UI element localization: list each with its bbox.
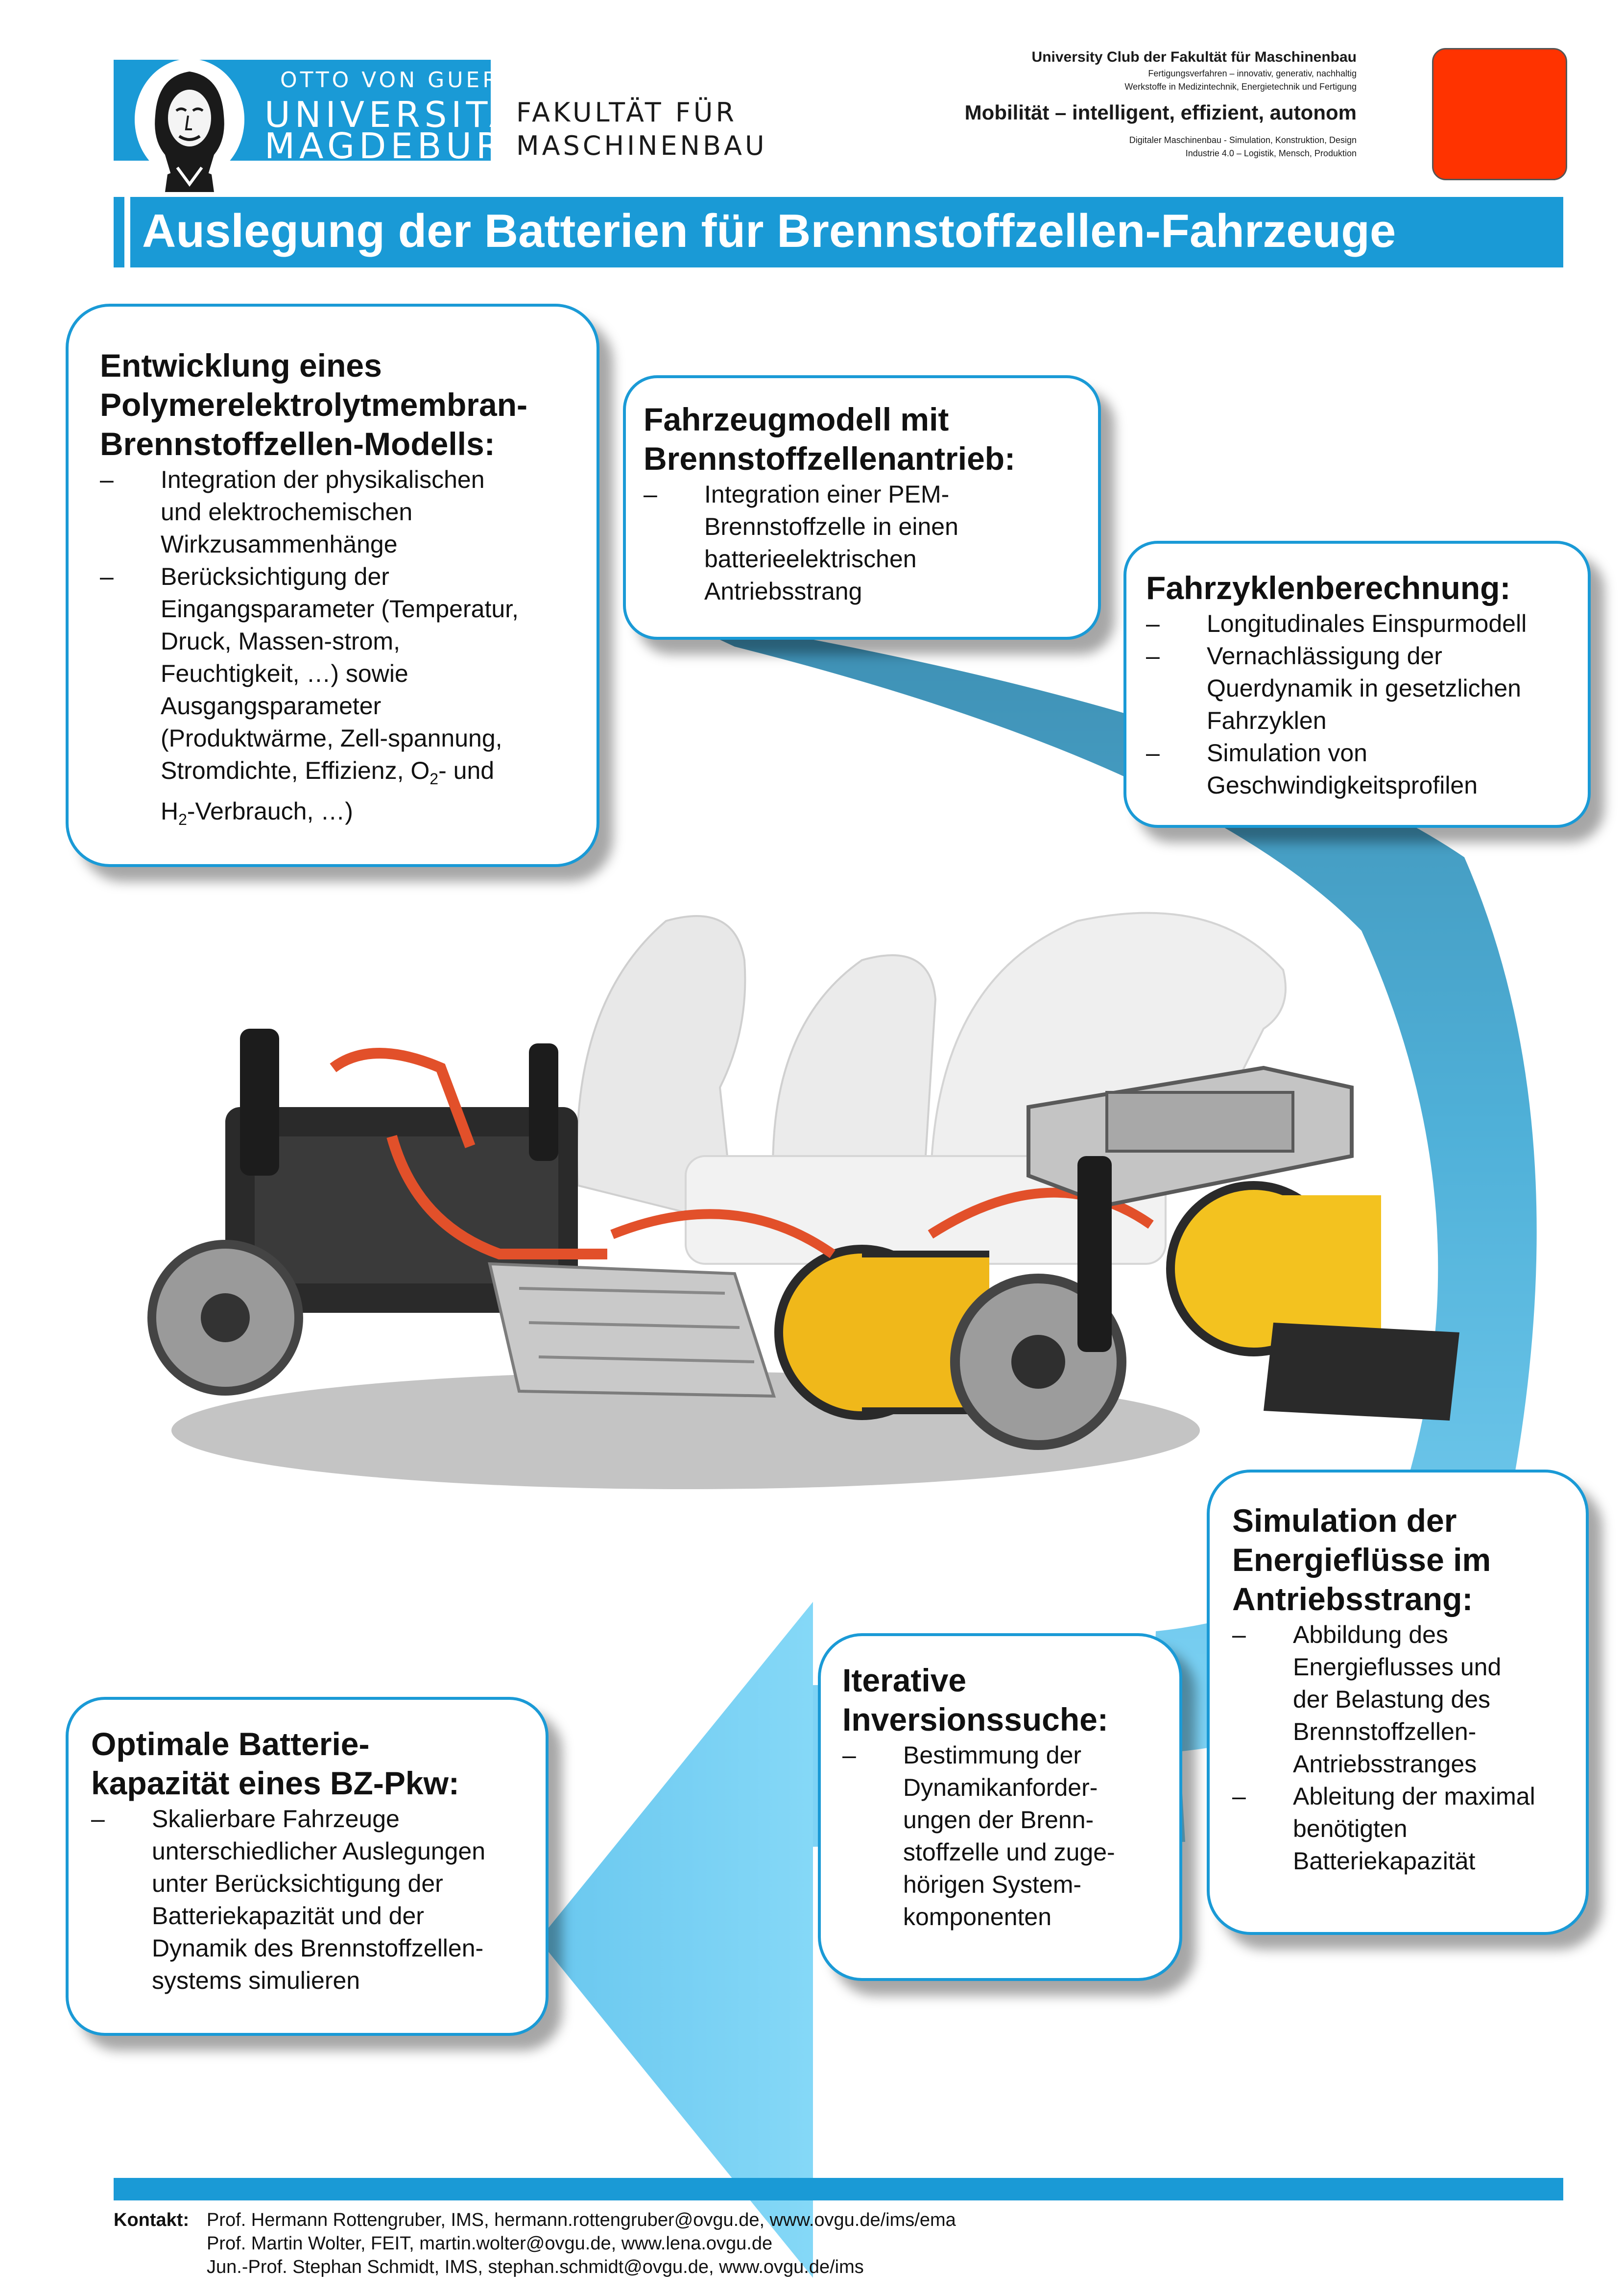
list-line: Antriebsstrang [704, 578, 862, 605]
club-topic-2: Werkstoffe in Medizintechnik, Energietechnik und Fertigung [1124, 82, 1357, 92]
logo-line-1: OTTO VON GUERICKE [280, 68, 562, 93]
heading-line: Optimale Batterie- [91, 1726, 370, 1762]
contact-line-3: Jun.-Prof. Stephan Schmidt, IMS, stephan.schmidt@ovgu.de, www.ovgu.de/ims [207, 2257, 864, 2277]
list-line: Geschwindigkeitsprofilen [1207, 772, 1478, 799]
list-line: – Ableitung der maximal [1293, 1783, 1535, 1810]
contact-text: Prof. Hermann Rottengruber, IMS, hermann.rottengruber@ovgu.de, www.ovgu.de/ims/ema [207, 2210, 956, 2230]
page-title: Auslegung der Batterien für Brennstoffzellen-Fahrzeuge [142, 205, 1396, 257]
drive-cycle-heading: Fahrzyklenberechnung: [1146, 570, 1511, 606]
list-line: Energieflusses und [1293, 1653, 1502, 1681]
list-line: und elektrochemischen [161, 498, 413, 526]
list-line: Brennstoffzelle in einen [704, 513, 958, 540]
pem-model-list [100, 463, 572, 836]
contact-line-1 [114, 2208, 956, 2232]
club-highlight: Mobilität – intelligent, effizient, autonom [964, 101, 1357, 124]
text-fragment: -Verbrauch, …) [187, 797, 353, 825]
heading-line: Entwicklung eines [100, 347, 382, 384]
box-iterative-inversion-search [818, 1633, 1182, 1981]
list-item [91, 1803, 531, 1997]
heading-line: Antriebsstrang: [1232, 1581, 1473, 1617]
text-fragment: - und [438, 757, 495, 784]
list-line: Dynamik des Brennstoffzellen- [152, 1934, 484, 1962]
list-line: Querdynamik in gesetzlichen [1207, 675, 1521, 702]
contact-footer [114, 2208, 956, 2279]
club-topic-1: Fertigungsverfahren – innovativ, generativ, nachhaltig [1148, 69, 1357, 78]
vehicle-model-heading [644, 400, 1078, 478]
list-line: – Integration der physikalischen [161, 466, 485, 493]
footer-bar [114, 2178, 1563, 2200]
list-line: ungen der Brenn- [903, 1806, 1094, 1834]
fuel-cell-vehicle-chassis-image [98, 882, 1469, 1543]
list-item [1146, 737, 1573, 801]
box-drive-cycle-calculation [1123, 541, 1591, 828]
list-item [100, 560, 572, 836]
list-line: komponenten [903, 1903, 1052, 1931]
list-item [100, 463, 572, 560]
inversion-list [842, 1739, 1170, 1933]
energy-flow-heading [1232, 1501, 1571, 1618]
faculty-line-2: MASCHINENBAU [516, 130, 767, 161]
list-line: Wirkzusammenhänge [161, 531, 398, 558]
list-line: Batteriekapazität und der [152, 1902, 424, 1930]
list-line: Batteriekapazität [1293, 1847, 1476, 1875]
list-item [1232, 1780, 1571, 1877]
list-line: hörigen System- [903, 1871, 1082, 1898]
heading-line: Brennstoffzellenantrieb: [644, 440, 1016, 477]
box-pem-fuel-cell-model [66, 304, 599, 867]
list-line [161, 754, 572, 795]
list-line: Feuchtigkeit, …) sowie [161, 660, 408, 687]
heading-line: Brennstoffzellen-Modells: [100, 426, 495, 462]
vehicle-model-list [644, 478, 1078, 607]
list-line: – Skalierbare Fahrzeuge [152, 1805, 400, 1833]
subscript: 2 [430, 770, 439, 788]
contact-label: Kontakt: [114, 2210, 190, 2230]
list-line: Antriebsstranges [1293, 1750, 1477, 1778]
list-item [1146, 607, 1573, 640]
list-line: – Vernachlässigung der [1207, 642, 1442, 670]
heading-line: Fahrzeugmodell mit [644, 401, 949, 437]
list-line: Dynamikanforder- [903, 1774, 1098, 1801]
drive-cycle-list [1146, 607, 1573, 801]
text-fragment: Stromdichte, Effizienz, O [161, 757, 430, 784]
inversion-heading [842, 1661, 1170, 1739]
list-item [1146, 640, 1573, 737]
list-line: benötigten [1293, 1815, 1408, 1842]
list-item [1232, 1618, 1571, 1780]
list-line: Ausgangsparameter [161, 692, 382, 720]
list-line: Fahrzyklen [1207, 707, 1327, 734]
box-optimal-battery-capacity [66, 1697, 549, 2036]
list-line: unterschiedlicher Auslegungen [152, 1837, 486, 1865]
heading-line: Inversionssuche: [842, 1701, 1108, 1738]
list-line: Eingangsparameter (Temperatur, [161, 595, 519, 623]
list-line: – Berücksichtigung der [161, 563, 389, 590]
battery-capacity-list [91, 1803, 531, 1997]
list-line: – Longitudinales Einspurmodell [1207, 610, 1527, 637]
club-topic-3: Digitaler Maschinenbau - Simulation, Konstruktion, Design [1129, 135, 1357, 145]
faculty-line-1: FAKULTÄT FÜR [516, 97, 737, 128]
heading-line: Simulation der [1232, 1502, 1457, 1539]
heading-line: Polymerelektrolytmembran- [100, 386, 527, 423]
energy-flow-list [1232, 1618, 1571, 1877]
list-line: systems simulieren [152, 1967, 360, 1994]
logo-line-2: UNIVERSITÄT [264, 94, 541, 135]
list-line: der Belastung des [1293, 1686, 1491, 1713]
list-line: batterieelektrischen [704, 545, 917, 573]
list-line: – Integration einer PEM- [704, 481, 950, 508]
heading-line: kapazität eines BZ-Pkw: [91, 1765, 459, 1801]
box-energy-flow-simulation [1207, 1470, 1589, 1935]
pem-model-heading [100, 346, 572, 463]
list-line: Druck, Massen-strom, [161, 628, 400, 655]
list-line [161, 795, 572, 836]
text-fragment: H [161, 797, 179, 825]
list-line: (Produktwärme, Zell-spannung, [161, 724, 502, 752]
box-vehicle-model [623, 375, 1101, 640]
list-line: – Simulation von [1207, 739, 1367, 767]
club-title: University Club der Fakultät für Maschinenbau [1031, 49, 1357, 65]
club-topic-4: Industrie 4.0 – Logistik, Mensch, Produktion [1185, 148, 1357, 158]
logo-line-3: MAGDEBURG [264, 125, 537, 167]
heading-line: Iterative [842, 1662, 967, 1698]
list-line: – Abbildung des [1293, 1621, 1448, 1648]
subscript: 2 [178, 811, 187, 828]
list-line: – Bestimmung der [903, 1741, 1082, 1769]
list-line: unter Berücksichtigung der [152, 1870, 443, 1897]
heading-line: Energieflüsse im [1232, 1542, 1491, 1578]
list-item [644, 478, 1078, 607]
contact-line-2: Prof. Martin Wolter, FEIT, martin.wolter@ovgu.de, www.lena.ovgu.de [207, 2233, 773, 2254]
list-line: stoffzelle und zuge- [903, 1838, 1115, 1866]
list-item [842, 1739, 1170, 1933]
list-line: Brennstoffzellen- [1293, 1718, 1477, 1745]
battery-capacity-heading [91, 1724, 531, 1803]
